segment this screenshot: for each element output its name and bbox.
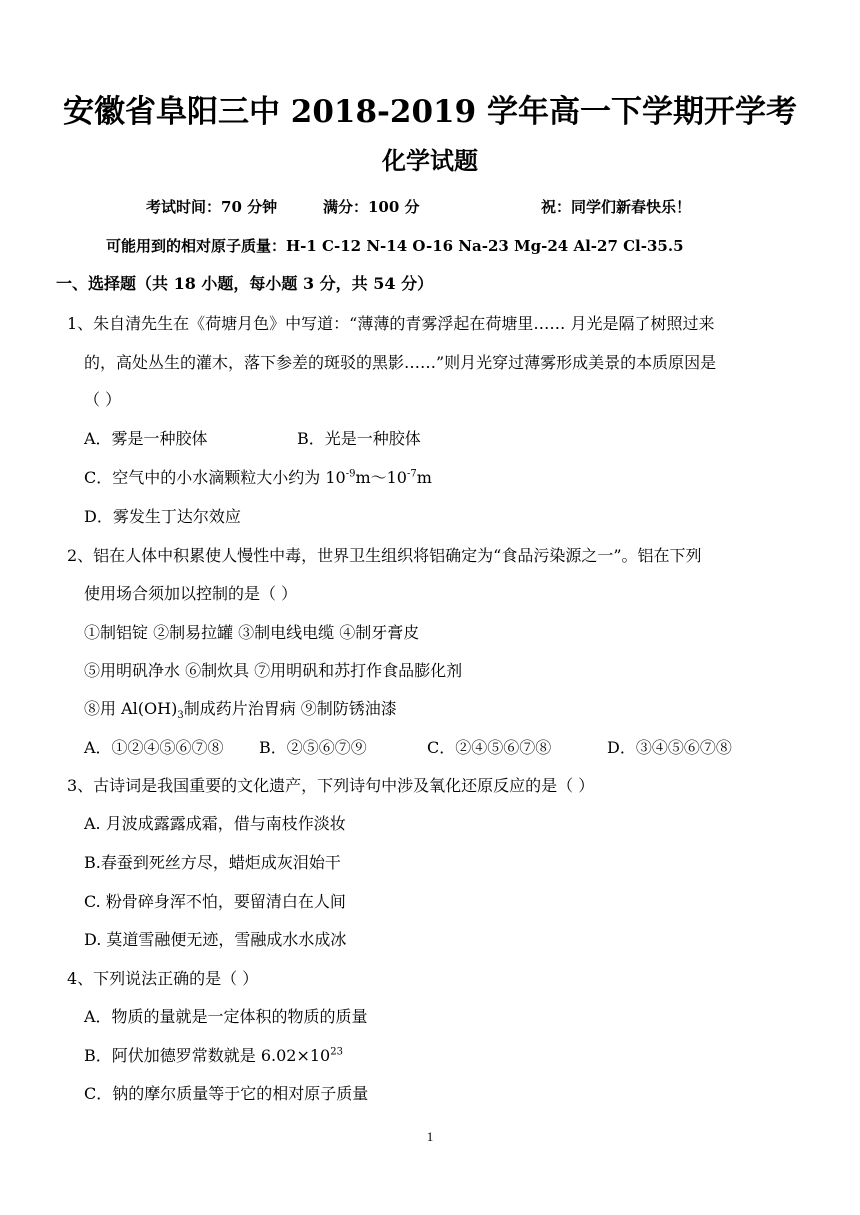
question-1-line-2: 的，高处丛生的灌木，落下参差的斑驳的黑影……”则月光穿过薄雾形成美景的本质原因是 <box>84 353 717 372</box>
question-4-line-1: 4、下列说法正确的是（ ） <box>67 969 259 988</box>
question-2-line-1: 2、铝在人体中积累使人慢性中毒，世界卫生组织将铝确定为“食品污染源之一”。铝在下列 <box>67 546 702 565</box>
question-2-items-1: ①制铝锭 ②制易拉罐 ③制电线电缆 ④制牙膏皮 <box>84 623 420 642</box>
question-1-option-d: D．雾发生丁达尔效应 <box>84 507 241 526</box>
greeting: 祝：同学们新春快乐！ <box>541 198 692 216</box>
question-2-line-2: 使用场合须加以控制的是（ ） <box>84 584 298 603</box>
page-number: 1 <box>426 1129 434 1144</box>
question-3-option-c: C. 粉骨碎身浑不怕，要留清白在人间 <box>84 892 346 911</box>
question-3-option-a: A. 月波成露露成霜，借与南枝作淡妆 <box>84 814 346 833</box>
question-3-option-b: B.春蚕到死丝方尽，蜡炬成灰泪始干 <box>84 853 341 872</box>
question-2-option-c: C．②④⑤⑥⑦⑧ <box>427 738 552 757</box>
question-3-option-d: D. 莫道雪融便无迹，雪融成水水成冰 <box>84 930 347 949</box>
question-1-option-b: B．光是一种胶体 <box>297 429 421 448</box>
question-1-option-a: A．雾是一种胶体 <box>84 429 208 448</box>
question-4-option-a: A．物质的量就是一定体积的物质的质量 <box>84 1007 368 1026</box>
section-heading: 一、选择题（共 18 小题，每小题 3 分，共 54 分） <box>56 274 434 293</box>
question-2-option-a: A．①②④⑤⑥⑦⑧ <box>84 738 224 757</box>
question-1-option-c: C．空气中的小水滴颗粒大小约为 $10^{-9}m\sim 10^{-7}m$ <box>84 468 432 487</box>
question-1-line-1: 1、朱自清先生在《荷塘月色》中写道：“薄薄的青雾浮起在荷塘里…… 月光是隔了树照过来 <box>67 314 715 333</box>
question-3-line-1: 3、古诗词是我国重要的文化遗产，下列诗句中涉及氧化还原反应的是（ ） <box>67 776 595 795</box>
atomic-masses: 可能用到的相对原子质量：H-1 C-12 N-14 O-16 Na-23 Mg-24 Al-27 Cl-35.5 <box>106 237 684 255</box>
document-title: 安徽省阜阳三中 2018-2019 学年高一下学期开学考 <box>62 94 797 130</box>
question-4-option-b: B．阿伏加德罗常数就是 $6.02\times 10^{23}$ <box>84 1046 343 1065</box>
question-2-option-b: B．②⑤⑥⑦⑨ <box>259 738 367 757</box>
question-2-items-3: ⑧用 $Al(OH)_3$制成药片治胃病 ⑨制防锈油漆 <box>84 699 397 722</box>
exam-time: 考试时间：70 分钟 <box>146 198 278 216</box>
question-2-items-2: ⑤用明矾净水 ⑥制炊具 ⑦用明矾和苏打作食品膨化剂 <box>84 661 463 680</box>
question-4-option-c: C．钠的摩尔质量等于它的相对原子质量 <box>84 1084 369 1103</box>
question-1-answer-paren: （ ） <box>84 390 122 409</box>
question-2-option-d: D．③④⑤⑥⑦⑧ <box>607 738 732 757</box>
full-score: 满分：100 分 <box>323 198 420 216</box>
document-subtitle: 化学试题 <box>382 146 478 175</box>
